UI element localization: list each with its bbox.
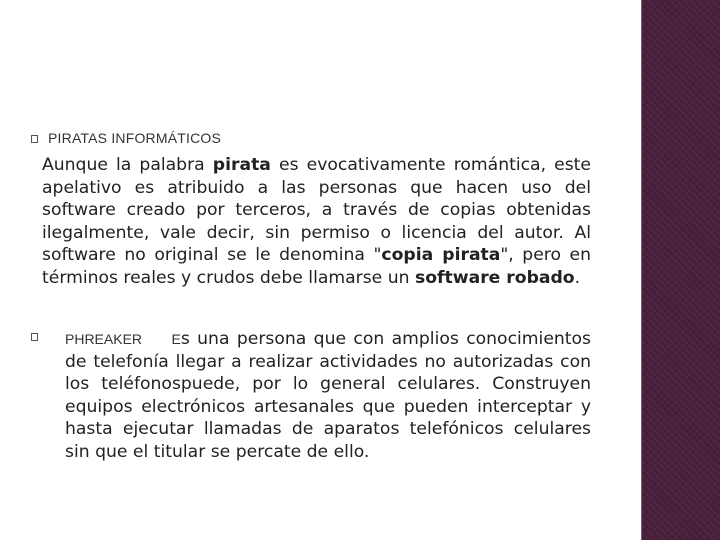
paragraph-text: ", pero en términos reales y crudos debe llamarse un [42, 245, 591, 288]
paragraph-text: . [574, 267, 581, 288]
paragraph-piratas [42, 154, 591, 290]
phreaker-description: s una persona que con amplios conocimientos de telefonía llegar a realizar actividades no autorizadas con los teléfonospuede, por lo general celulares. Construyen equipos electrónicos artesanales que pueden interceptar y hasta ejecutar llamadas de aparatos telefónicos celulares sin que el titular se percate de ello. [65, 329, 591, 462]
decorative-side-panel [641, 0, 720, 540]
checkbox-bullet-icon [31, 135, 38, 143]
phreaker-initial-letter: E [171, 331, 181, 347]
section-heading-piratas: PIRATAS INFORMÁTICOS [48, 130, 222, 146]
bold-term-copia-pirata: copia pirata [381, 245, 501, 266]
bold-term-software-robado: software robado [414, 267, 575, 288]
paragraph-text: es evocativamente romántica, este apelativo es atribuido a las personas que hacen uso del software creado por terceros, a través de copias obtenidas ilegalmente, vale decir, sin permiso o licencia del autor. Al software no original se le denomina " [42, 155, 591, 266]
checkbox-bullet-icon [31, 333, 38, 341]
phreaker-item [65, 328, 591, 464]
paragraph-text: Aunque la palabra [42, 155, 213, 175]
section-heading-phreaker: PHREAKER [65, 331, 143, 347]
bold-term-pirata: pirata [212, 155, 271, 175]
